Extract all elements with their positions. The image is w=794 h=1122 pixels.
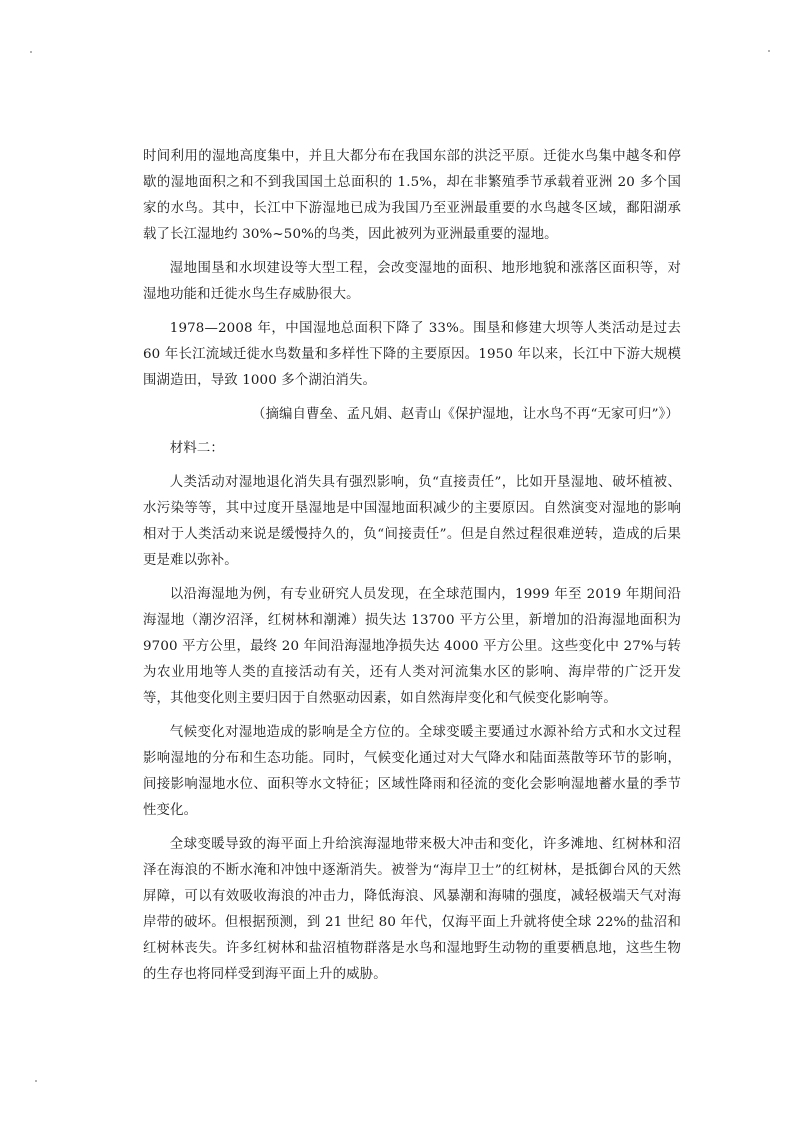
paragraph-2: 湿地围垦和水坝建设等大型工程，会改变湿地的面积、地形地貌和涨落区面积等，对湿地功能和迁徙水鸟生存威胁很大。 (143, 261, 681, 302)
paragraph-3: 1978—2008 年，中国湿地总面积下降了 33%。围垦和修建大坝等人类活动是过去 60 年长江流域迁徙水鸟数量和多样性下降的主要原因。1950 年以来，长江中下游大规模围湖造田，导致 1000 多个湖泊消失。 (143, 321, 681, 388)
scan-speck (768, 50, 770, 52)
article-body (143, 144, 681, 988)
scan-speck (35, 1080, 37, 1082)
paragraph-1: 时间利用的湿地高度集中，并且大都分布在我国东部的洪泛平原。迁徙水鸟集中越冬和停歇的湿地面积之和不到我国国土总面积的 1.5%，却在非繁殖季节承载着亚洲 20 多个国家的水鸟。其中，长江中下游湿地已成为我国乃至亚洲最重要的水鸟越冬区域，鄱阳湖承载了长江湿地约 30%~50%的鸟类，因此被列为亚洲最重要的湿地。 (143, 149, 681, 242)
paragraph-4: 人类活动对湿地退化消失具有强烈影响，负“直接责任”，比如开垦湿地、破坏植被、水污染等等，其中过度开垦湿地是中国湿地面积减少的主要原因。自然演变对湿地的影响相对于人类活动来说是缓慢持久的，负“间接责任”。但是自然过程很难逆转，造成的后果更是难以弥补。 (143, 475, 681, 568)
paragraph-6: 气候变化对湿地造成的影响是全方位的。全球变暖主要通过水源补给方式和水文过程影响湿地的分布和生态功能。同时，气候变化通过对大气降水和陆面蒸散等环节的影响，间接影响湿地水位、面积等水文特征；区域性降雨和径流的变化会影响湿地蓄水量的季节性变化。 (143, 725, 681, 818)
material-two-heading: 材料二： (169, 441, 224, 456)
scan-speck (30, 51, 32, 53)
paragraph-5: 以沿海湿地为例，有专业研究人员发现，在全球范围内，1999 年至 2019 年期间沿海湿地（潮汐沼泽，红树林和潮滩）损失达 13700 平方公里，新增加的沿海湿地面积为 9700 平方公里，最终 20 年间沿海湿地净损失达 4000 平方公里。这些变化中 27%与转为农业用地等人类的直接活动有关，还有人类对河流集水区的影响、海岸带的广泛开发等，其他变化则主要归因于自然驱动因素，如自然海岸变化和气候变化影响等。 (143, 587, 681, 706)
source-citation: （摘编自曹垒、孟凡娟、赵青山《保护湿地，让水鸟不再“无家可归”》） (251, 407, 679, 422)
paragraph-7: 全球变暖导致的海平面上升给滨海湿地带来极大冲击和变化，许多滩地、红树林和沼泽在海浪的不断水淹和冲蚀中逐渐消失。被誉为“海岸卫士”的红树林，是抵御台风的天然屏障，可以有效吸收海浪的冲击力，降低海浪、风暴潮和海啸的强度，减轻极端天气对海岸带的破坏。但根据预测，到 21 世纪 80 年代，仅海平面上升就将使全球 22%的盐沼和红树林丧失。许多红树林和盐沼植物群落是水鸟和湿地野生动物的重要栖息地，这些生物的生存也将同样受到海平面上升的威胁。 (143, 837, 681, 982)
